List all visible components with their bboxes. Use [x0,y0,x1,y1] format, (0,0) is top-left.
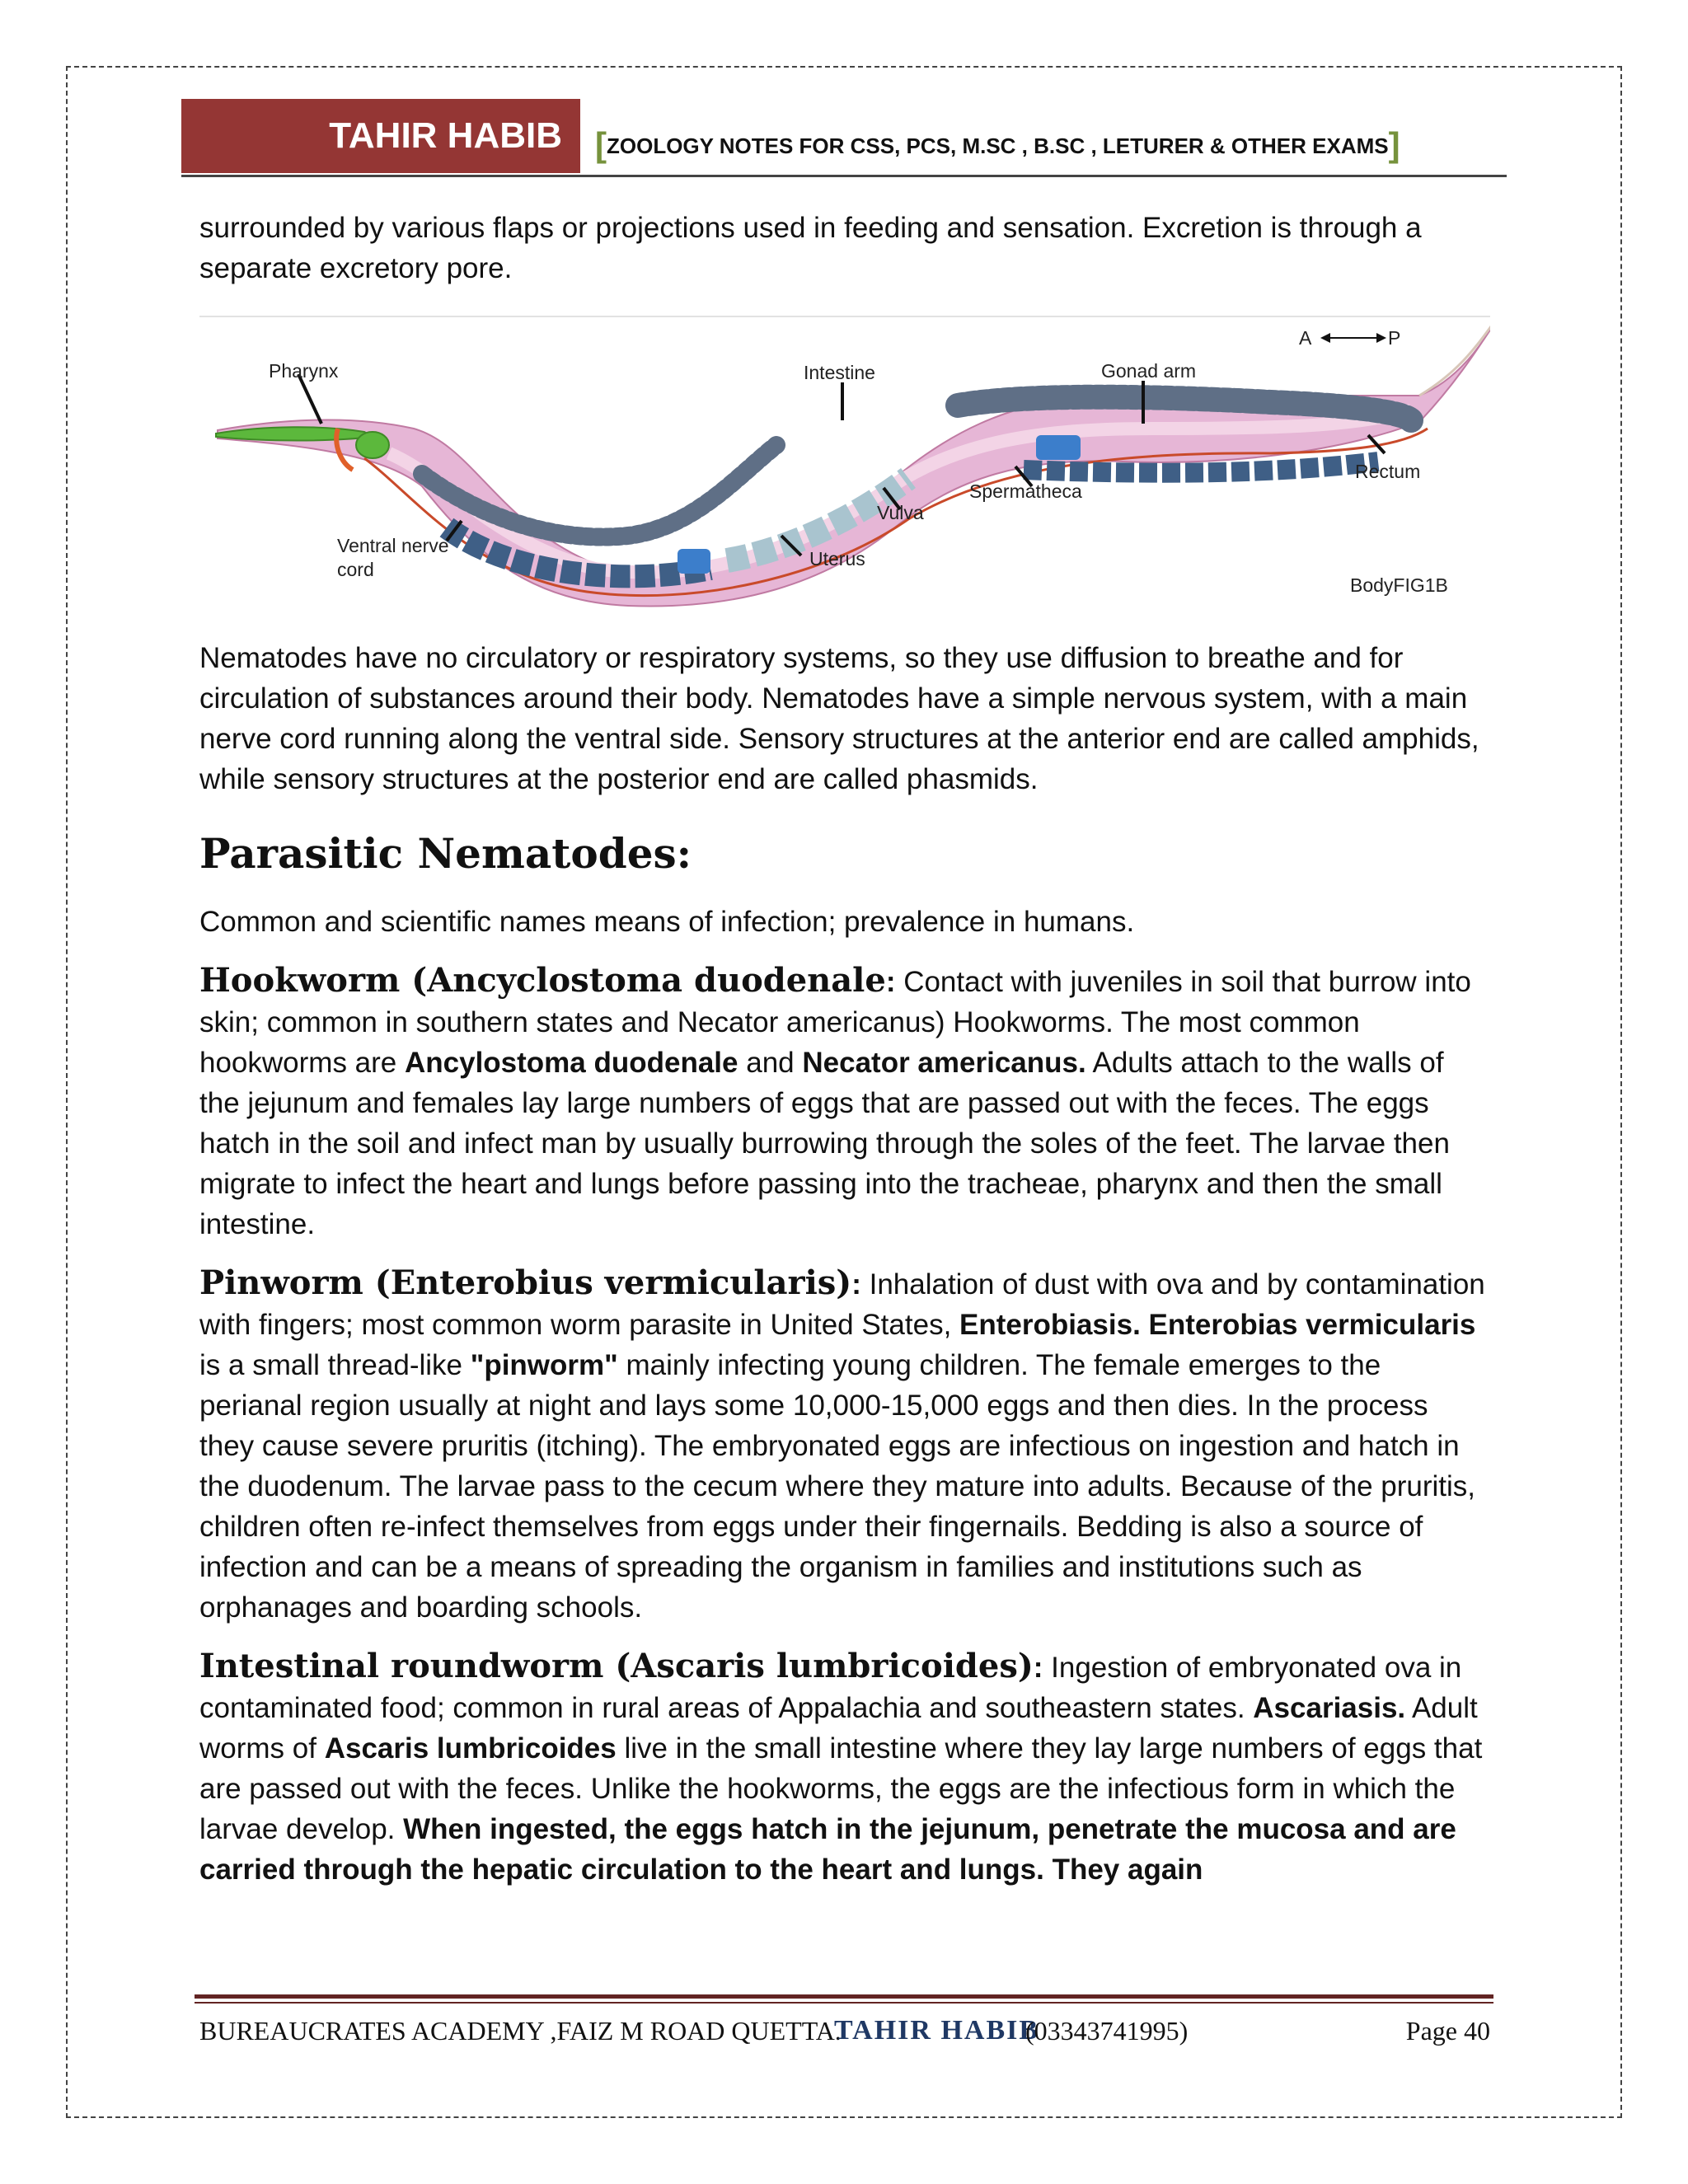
header-subtitle-text: ZOOLOGY NOTES FOR CSS, PCS, M.SC , B.SC , LETURER & OTHER EXAMS [607,134,1389,158]
hookworm-text-1: Contact with juveniles in soil that burrow into skin; common in southern states and Necator americanus) Hookworms. The most common hookworms are [199,966,1471,1079]
pinworm-entry [199,1263,1490,1628]
pinworm-title: Pinworm (Enterobius vermicularis) [199,1263,852,1302]
roundworm-text-3: live in the small intestine where they lay large numbers of eggs that are passed out with the feces. Unlike the hookworms, the eggs are the infectious form in which the larvae develop. [199,1732,1483,1845]
pinworm-text-2: is a small thread-like [199,1349,471,1381]
hookworm-title: Hookworm (Ancyclostoma duodenale [199,961,886,1000]
roundworm-entry [199,1646,1490,1890]
bracket-open: [ [595,125,607,164]
label-vulva: Vulva [877,502,924,523]
label-credit: BodyFIG1B [1350,574,1448,596]
header-author: TAHIR HABIB [181,99,580,173]
label-uterus: Uterus [809,548,865,569]
label-intestine: Intestine [804,362,875,383]
bracket-close: ] [1388,125,1400,164]
label-axis-p: P [1388,327,1401,349]
intro-paragraph: surrounded by various flaps or projections used in feeding and sensation. Excretion is through a separate excretory pore. [199,212,1422,284]
pinworm-text-1: Inhalation of dust with ova and by contamination with fingers; most common worm parasite in United States, [199,1268,1485,1341]
oocyte-row-posterior [1024,462,1378,473]
common-names-line: Common and scientific names means of infection; prevalence in humans. [199,906,1135,938]
page-header [181,99,1507,177]
roundworm-text-2: Adult worms of [199,1692,1478,1765]
roundworm-bold-3: When ingested, the eggs hatch in the jejunum, penetrate the mucosa and are carried through the hepatic circulation to the heart and lungs. They again [199,1813,1456,1886]
worm-diagram [199,313,1490,618]
pinworm-bold-2: "pinworm" [470,1349,618,1381]
label-pharynx: Pharynx [269,360,339,382]
page-content [199,208,1490,1890]
label-rectum: Rectum [1355,461,1421,482]
label-spermatheca: Spermatheca [969,480,1082,502]
roundworm-bold-1: Ascariasis. [1253,1692,1406,1724]
roundworm-text-1: Ingestion of embryonated ova in contaminated food; common in rural areas of Appalachia and southeastern states. [199,1652,1462,1724]
footer-rule-thin [195,2002,1493,2004]
page-number: Page 40 [1405,2016,1490,2046]
header-subtitle [595,122,1400,162]
nematode-anatomy-figure [199,313,1490,618]
pinworm-bold-1: Enterobiasis. Enterobias vermicularis [959,1309,1476,1341]
spermatheca [1036,435,1081,460]
label-gonad-arm: Gonad arm [1101,360,1197,382]
footer-rule-thick [195,1994,1493,1999]
hookworm-entry [199,960,1490,1244]
hookworm-bold-2: Necator americanus. [802,1047,1086,1079]
hookworm-text-3: Adults attach to the walls of the jejunum and females lay large numbers of eggs that are passed out with the feces. The eggs hatch in the soil and infect man by usually burrowing through the soles of the feet. The larvae then migrate to infect the heart and lungs before passing into the tracheae, pharynx and then the small intestine. [199,1047,1450,1240]
pinworm-colon: : [851,1268,861,1301]
roundworm-bold-2: Ascaris lumbricoides [324,1732,617,1765]
label-ventral-nerve: Ventral nerve [337,535,449,556]
nematodes-paragraph: Nematodes have no circulatory or respiratory systems, so they use diffusion to breathe and for circulation of substances around their body. Nematodes have a simple nervous system, with a main nerve cord running along the ventral side. Sensory structures at the anterior end are called amphids, while sensory structures at the posterior end are called phasmids. [199,642,1479,795]
footer-name: TAHIR HABIB [834,2015,1040,2046]
section-title: Parasitic Nematodes: [199,829,692,878]
pinworm-text-3: mainly infecting young children. The female emerges to the perianal region usually at night and lays some 10,000-15,000 eggs and then dies. In the process they cause severe pruritis (itching). The embryonated eggs are infectious on ingestion and hatch in the duodenum. The larvae pass to the cecum where they mature into adults. Because of the pruritis, children often re-infect themselves from eggs under their fingernails. Bedding is also a source of infection and can be a means of spreading the organism in families and institutions such as orphanages and boarding schools. [199,1349,1475,1624]
label-axis-a: A [1299,327,1312,349]
hookworm-bold-1: Ancylostoma duodenale [404,1047,738,1079]
hookworm-text-2: and [738,1047,803,1079]
hookworm-colon: : [885,966,896,998]
footer-org: BUREAUCRATES ACADEMY ,FAIZ M ROAD QUETTA. [199,2016,842,2046]
footer-phone: (03343741995) [1025,2016,1189,2046]
label-cord: cord [337,559,374,580]
pharynx-bulb [356,432,389,458]
roundworm-title: Intestinal roundworm (Ascaris lumbricoides) [199,1647,1034,1685]
roundworm-colon: : [1033,1652,1043,1684]
spermatheca-anterior [678,549,710,574]
